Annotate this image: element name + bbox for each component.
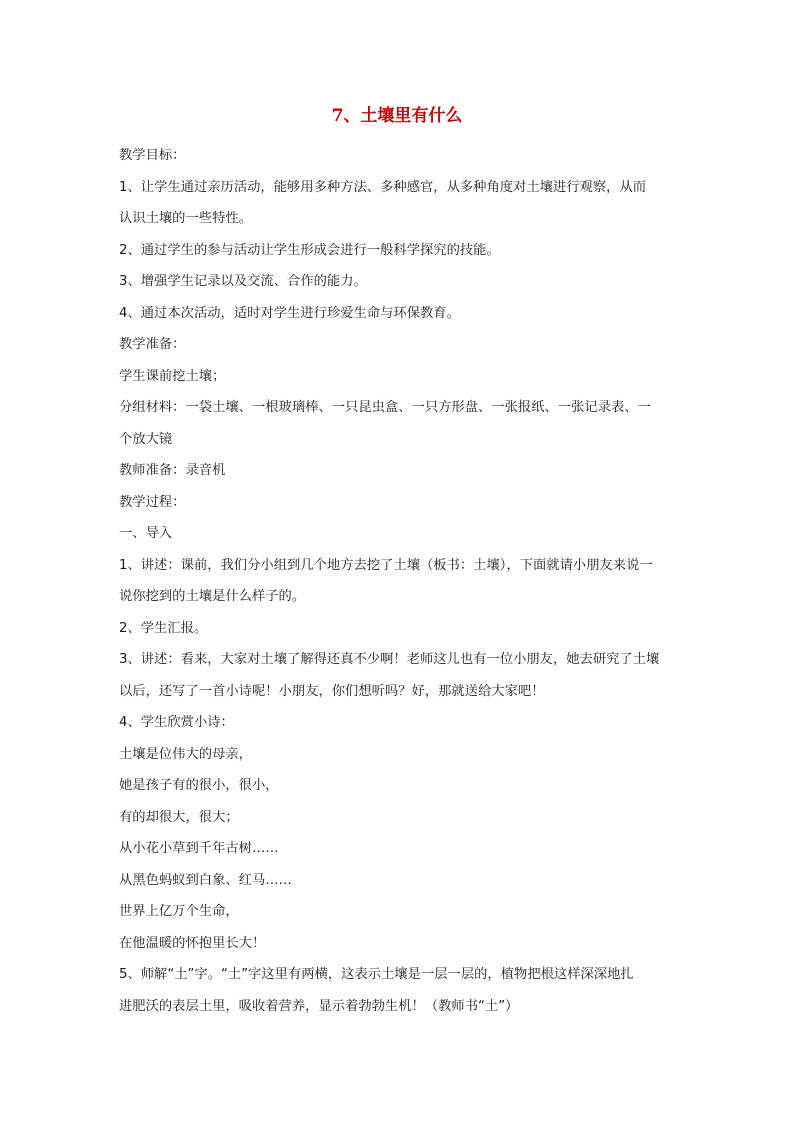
text-line: 以后，还写了一首小诗呢！小朋友，你们想听吗？好，那就送给大家吧！ bbox=[119, 683, 545, 699]
text-line: 进肥沃的表层土里，吸收着营养，显示着勃勃生机！（教师书“土”） bbox=[119, 998, 519, 1014]
text-line: 个放大镜 bbox=[119, 431, 173, 447]
document-body bbox=[119, 140, 679, 1022]
text-line: 从黑色蚂蚁到白象、红马…… bbox=[119, 872, 292, 888]
text-line: 在他温暖的怀抱里长大！ bbox=[119, 935, 266, 951]
text-line: 教师准备：录音机 bbox=[119, 463, 226, 478]
text-line: 1、让学生通过亲历活动，能够用多种方法、多种感官，从多种角度对土壤进行观察，从而 bbox=[119, 179, 647, 195]
text-line: 她是孩子有的很小，很小， bbox=[119, 778, 279, 793]
text-line: 教学目标： bbox=[119, 148, 186, 163]
text-line: 教学准备： bbox=[119, 337, 186, 352]
text-line: 从小花小草到千年古树…… bbox=[119, 841, 279, 856]
text-line: 学生课前挖土壤； bbox=[119, 368, 226, 384]
text-line: 教学过程： bbox=[119, 494, 186, 510]
text-line: 3、增强学生记录以及交流、合作的能力。 bbox=[119, 274, 367, 289]
text-line: 土壤是位伟大的母亲， bbox=[119, 746, 252, 762]
text-line: 一、导入 bbox=[119, 526, 173, 541]
text-line: 3、讲述：看来，大家对土壤了解得还真不少啊！老师这儿也有一位小朋友，她去研究了土壤 bbox=[119, 652, 660, 667]
document-title: 7、土壤里有什么 bbox=[331, 106, 463, 126]
text-line: 2、通过学生的参与活动让学生形成会进行一般科学探究的技能。 bbox=[119, 242, 500, 258]
text-line: 分组材料：一袋土壤、一根玻璃棒、一只昆虫盒、一只方形盘、一张报纸、一张记录表、一 bbox=[119, 400, 651, 415]
text-line: 2、学生汇报。 bbox=[119, 620, 208, 636]
text-line: 5、师解“土”字。“土”字这里有两横，这表示土壤是一层一层的，植物把根这样深深地扎 bbox=[119, 967, 634, 982]
text-line: 有的却很大，很大； bbox=[119, 809, 239, 825]
text-line: 认识土壤的一些特性。 bbox=[119, 211, 252, 226]
text-line: 4、学生欣赏小诗： bbox=[119, 715, 234, 730]
text-line: 1、讲述：课前，我们分小组到几个地方去挖了土壤（板书：土壤），下面就请小朋友来说一 bbox=[119, 557, 653, 573]
text-line: 4、通过本次活动，适时对学生进行珍爱生命与环保教育。 bbox=[119, 305, 460, 321]
text-line: 世界上亿万个生命， bbox=[119, 904, 239, 919]
text-line: 说你挖到的土壤是什么样子的。 bbox=[119, 589, 306, 604]
